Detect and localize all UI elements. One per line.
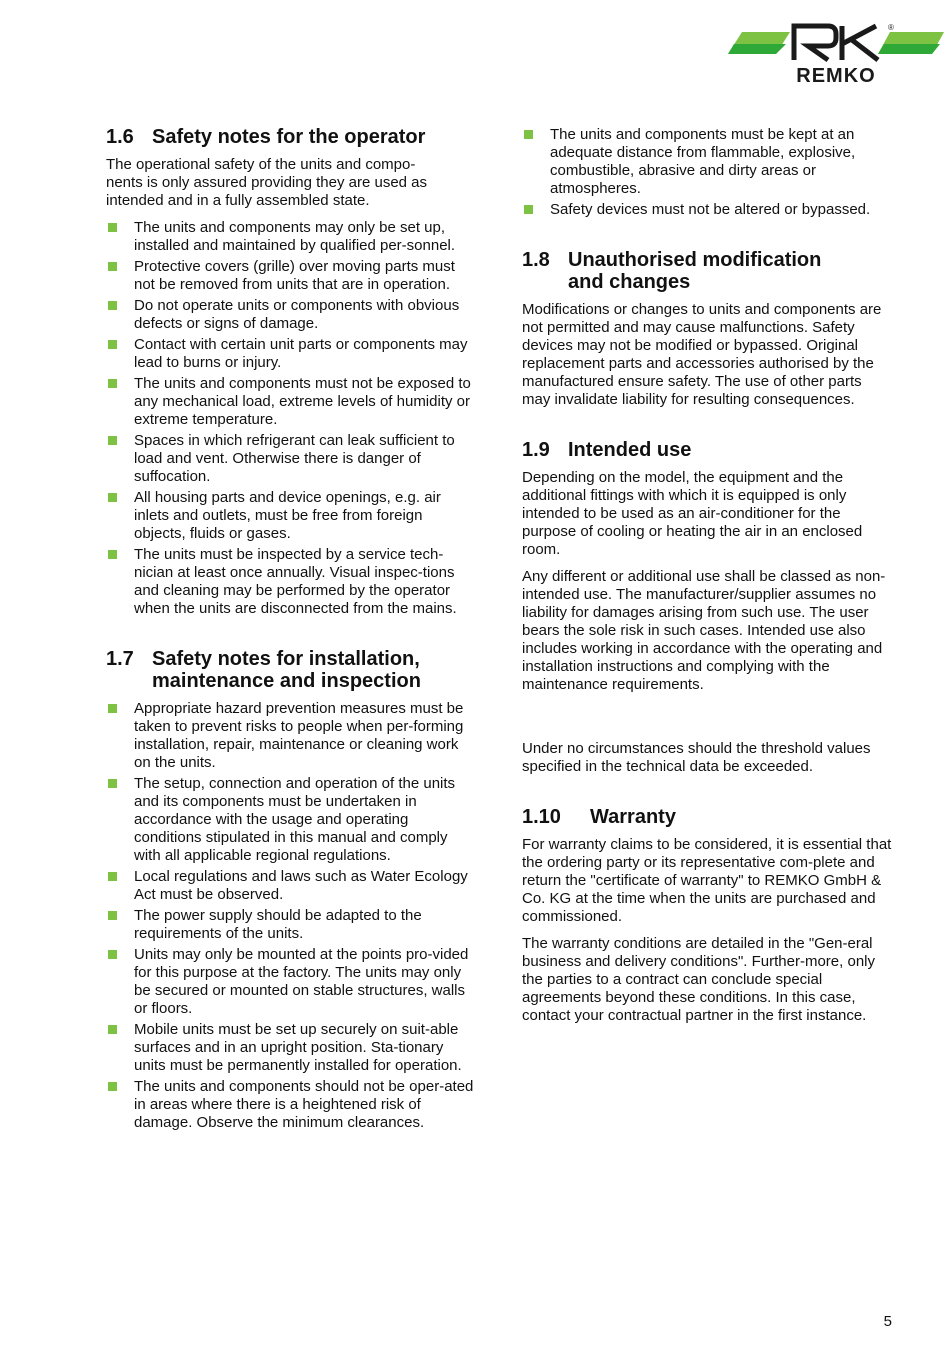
list-item <box>106 946 478 1018</box>
square-bullet-icon <box>108 1082 117 1091</box>
section-number: 1.8 <box>522 249 550 271</box>
list-item-text: Appropriate hazard prevention measures must be taken to prevent risks to people when per-forming installation, repair, maintenance or cleaning work on the units. <box>134 700 464 771</box>
section-heading <box>106 126 478 148</box>
square-bullet-icon <box>108 1025 117 1034</box>
paragraph: The warranty conditions are detailed in the "Gen-eral business and delivery conditions". Further-more, only the parties to a contract can conclude special agreements beyond these conditions. In this case, contact your contractual partner in the first instance. <box>522 935 875 1024</box>
left-column <box>106 126 478 1141</box>
list-item <box>106 258 478 294</box>
section-number: 1.6 <box>106 126 134 148</box>
section-heading <box>522 439 894 461</box>
section-heading <box>522 806 894 828</box>
section-number: 1.7 <box>106 648 134 670</box>
list-item <box>106 1021 478 1075</box>
square-bullet-icon <box>108 262 117 271</box>
square-bullet-icon <box>108 704 117 713</box>
section-1-10 <box>522 806 894 1025</box>
section-number: 1.9 <box>522 439 550 461</box>
section-heading <box>106 648 478 692</box>
list-item <box>522 126 894 198</box>
square-bullet-icon <box>108 379 117 388</box>
list-item <box>106 432 478 486</box>
square-bullet-icon <box>108 223 117 232</box>
bullet-list <box>106 219 478 618</box>
list-item <box>106 219 478 255</box>
logo-rk-mark-icon <box>794 26 878 60</box>
square-bullet-icon <box>108 872 117 881</box>
list-item-text: The power supply should be adapted to the requirements of the units. <box>134 907 422 942</box>
section-title: Unauthorised modification and changes <box>568 249 822 293</box>
square-bullet-icon <box>108 779 117 788</box>
list-item <box>106 489 478 543</box>
paragraph: For warranty claims to be considered, it is essential that the ordering party or its representative com-plete and return the "certificate of warranty" to REMKO GmbH & Co. KG at the time when the units are purchased and commissioned. <box>522 836 892 925</box>
bullet-list-continued <box>522 126 894 219</box>
square-bullet-icon <box>108 950 117 959</box>
page-number: 5 <box>883 1313 892 1330</box>
square-bullet-icon <box>108 301 117 310</box>
section-heading <box>522 249 894 293</box>
square-bullet-icon <box>108 550 117 559</box>
logo-registered-mark: ® <box>888 23 894 32</box>
list-item-text: The units and components must not be exposed to any mechanical load, extreme levels of humidity or extreme temperature. <box>134 375 471 428</box>
logo-stripe-left-dark-icon <box>728 44 786 54</box>
section-intro: The operational safety of the units and compo- nents is only assured providing they are used as intended and in a fully assembled state. <box>106 156 428 209</box>
list-item <box>106 336 478 372</box>
logo-stripe-right-dark-icon <box>878 44 940 54</box>
list-item <box>106 868 478 904</box>
list-item <box>106 907 478 943</box>
square-bullet-icon <box>108 911 117 920</box>
list-item-text: The units and components must be kept at an adequate distance from flammable, explosive, combustible, abrasive and dirty areas or atmospheres. <box>550 126 856 197</box>
list-item <box>106 375 478 429</box>
section-title: Intended use <box>568 439 692 461</box>
paragraph: Under no circumstances should the threshold values specified in the technical data be exceeded. <box>522 740 871 775</box>
list-item-text: Protective covers (grille) over moving parts must not be removed from units that are in operation. <box>134 258 455 293</box>
list-item-text: Spaces in which refrigerant can leak sufficient to load and vent. Otherwise there is danger of suffocation. <box>134 432 455 485</box>
list-item <box>106 297 478 333</box>
section-1-7 <box>106 648 478 1132</box>
section-1-8 <box>522 249 894 409</box>
square-bullet-icon <box>108 340 117 349</box>
bullet-list <box>106 700 478 1132</box>
list-item-text: Contact with certain unit parts or components may lead to burns or injury. <box>134 336 468 371</box>
square-bullet-icon <box>108 493 117 502</box>
section-1-9 <box>522 439 894 776</box>
list-item <box>106 700 478 772</box>
section-title: Safety notes for installation, maintenance and inspection <box>152 648 421 692</box>
list-item-text: The units and components may only be set up, installed and maintained by qualified per-sonnel. <box>134 219 456 254</box>
right-column <box>522 126 894 1034</box>
section-1-6 <box>106 126 478 618</box>
logo-wordmark: REMKO <box>796 65 876 86</box>
list-item-text: Safety devices must not be altered or bypassed. <box>550 201 871 218</box>
section-number: 1.10 <box>522 806 561 828</box>
list-item-text: The setup, connection and operation of the units and its components must be undertaken in accordance with the usage and operating conditions stipulated in this manual and comply with all applicable regional regulations. <box>134 775 456 864</box>
list-item-text: Local regulations and laws such as Water Ecology Act must be observed. <box>134 868 468 903</box>
square-bullet-icon <box>524 205 533 214</box>
list-item-text: The units must be inspected by a service tech-nician at least once annually. Visual inspec-tions and cleaning may be performed by the operator when the units are disconnected from the mains. <box>134 546 457 617</box>
list-item-text: All housing parts and device openings, e.g. air inlets and outlets, must be free from foreign objects, fluids or gases. <box>134 489 441 542</box>
list-item-text: Units may only be mounted at the points pro-vided for this purpose at the factory. The units may only be secured or mounted on stable structures, walls or floors. <box>134 946 469 1017</box>
list-item <box>106 1078 478 1132</box>
section-body: Modifications or changes to units and components are not permitted and may cause malfunctions. Safety devices may not be modified or bypassed. Original replacement parts and accessories authorised by the manufactured ensure safety. The use of other parts may invalidate liability for resulting consequences. <box>522 301 882 408</box>
list-item-text: Mobile units must be set up securely on suit-able surfaces and in an upright position. Sta-tionary units must be permanently installed for operation. <box>134 1021 462 1074</box>
list-item <box>106 546 478 618</box>
section-title: Warranty <box>590 806 676 828</box>
square-bullet-icon <box>524 130 533 139</box>
list-item <box>106 775 478 865</box>
list-item <box>522 201 894 219</box>
section-title: Safety notes for the operator <box>152 126 426 148</box>
paragraph: Any different or additional use shall be classed as non-intended use. The manufacturer/supplier assumes no liability for damages arising from such use. The user bears the sole risk in such cases. Intended use also includes working in accordance with the operating and installation instructions and complying with the maintenance requirements. <box>522 568 886 693</box>
list-item-text: The units and components should not be oper-ated in areas where there is a heightened risk of damage. Observe the minimum clearances. <box>134 1078 474 1131</box>
list-item-text: Do not operate units or components with obvious defects or signs of damage. <box>134 297 460 332</box>
square-bullet-icon <box>108 436 117 445</box>
paragraph: Depending on the model, the equipment and the additional fittings with which it is equipped is only intended to be used as an air-conditioner for the purpose of cooling or heating the air in an enclosed room. <box>522 469 863 558</box>
remko-logo <box>728 20 944 86</box>
